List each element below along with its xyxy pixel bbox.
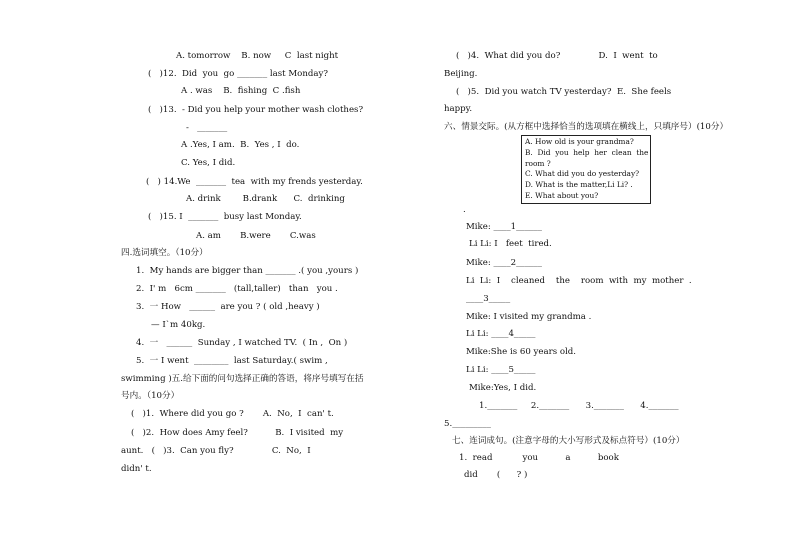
section6-heading: 六、情景交际。(从方框中选择恰当的选项填在横线上，只填序号）(10分）: [444, 122, 729, 132]
s7-line-2: did ( ? ): [464, 470, 528, 480]
q15-question: ( )15. I _______ busy last Monday.: [148, 212, 302, 222]
q12-question: ( )12. Did you go _______ last Monday?: [148, 69, 328, 79]
s4-item-2: 2. I' m 6cm _______ (tall,taller) than you .: [136, 284, 338, 294]
s4-item-5: 5. 一 I went ________ last Saturday.( swim ,: [136, 356, 328, 366]
option-b: B. Did you help her clean the: [525, 147, 649, 157]
s5-q2: ( )2. How does Amy feel? B. I visited my: [131, 428, 344, 438]
dialogue-line-8: Mike:She is 60 years old.: [466, 347, 577, 357]
s5-q3-cont: didn' t.: [121, 464, 152, 474]
q13-options-ab: A .Yes, I am. B. Yes , I do.: [181, 140, 300, 150]
option-b-cont: room ?: [525, 158, 551, 168]
section4-heading: 四.选词填空。（10分）: [121, 248, 208, 258]
dialogue-line-6: Mike: I visited my grandma .: [466, 312, 592, 322]
q15-options: A. am B.were C.was: [196, 231, 316, 241]
s5-q4: ( )4. What did you do? D. I went to: [456, 51, 658, 61]
dialogue-line-2: Li Li: I feet tired.: [469, 239, 552, 249]
s5-q5-cont: happy.: [444, 104, 473, 114]
section5-heading-cont: 号内。（10分）: [121, 391, 180, 401]
q13-answer-blank: - _______: [186, 123, 228, 133]
dialogue-line-3: Mike: ____2______: [466, 258, 542, 268]
dialogue-line-10: Mike:Yes, I did.: [469, 383, 537, 393]
options-box: [521, 135, 651, 204]
dialogue-line-9: Li Li: ____5_____: [466, 365, 536, 375]
dialogue-line-7: Li Li: ____4_____: [466, 329, 536, 339]
q14-options: A. drink B.drank C. drinking: [186, 194, 345, 204]
option-a: A. How old is your grandma?: [525, 137, 634, 146]
q11-options: A. tomorrow B. now C last night: [176, 51, 339, 61]
s4-item-3-reply: — I`m 40kg.: [151, 320, 206, 330]
s5-q5: ( )5. Did you watch TV yesterday? E. She feels: [456, 87, 672, 97]
section7-heading: 七、连词成句。(注意字母的大小写形式及标点符号）(10分）: [452, 436, 685, 446]
s4-item-4: 4. 一 ______ Sunday , I watched TV. ( In , On ): [136, 338, 348, 348]
s5-q3: aunt. ( )3. Can you fly? C. No, I: [121, 446, 311, 456]
answer-blanks-1-4: 1._______ 2._______ 3._______ 4._______: [479, 401, 679, 411]
q14-question: ( ) 14.We _______ tea with my frends yesterday.: [146, 177, 363, 187]
dialogue-line-1: Mike: ____1______: [466, 222, 542, 232]
option-d: D. What is the matter,Li Li? .: [525, 180, 633, 190]
s4-item-1: 1. My hands are bigger than _______ .( you ,yours ): [136, 266, 359, 276]
option-e: E. What about you?: [525, 190, 599, 200]
answer-blank-5: 5._________: [444, 419, 491, 429]
s4-item-3: 3. 一 How ______ are you ? ( old ,heavy ): [136, 302, 320, 312]
q13-question: ( )13. - Did you help your mother wash clothes?: [148, 105, 364, 115]
q13-option-c: C. Yes, I did.: [181, 158, 236, 168]
option-c: C. What did you do yesterday?: [525, 169, 640, 179]
s7-line-1: 1. read you a book: [459, 453, 619, 463]
section5-heading: swimming )五.给下面的问句选择正确的答语，将序号填写在括: [121, 374, 364, 384]
q12-options: A . was B. fishing C .fish: [181, 86, 301, 96]
s5-q1: ( )1. Where did you go ? A. No, I can' t.: [131, 409, 334, 419]
s5-q4-cont: Beijing.: [444, 69, 478, 79]
dialogue-line-4: Li Li: I cleaned the room with my mother .: [466, 276, 692, 286]
dialogue-line-5: ____3_____: [466, 294, 511, 304]
dialogue-dot: .: [463, 205, 466, 215]
